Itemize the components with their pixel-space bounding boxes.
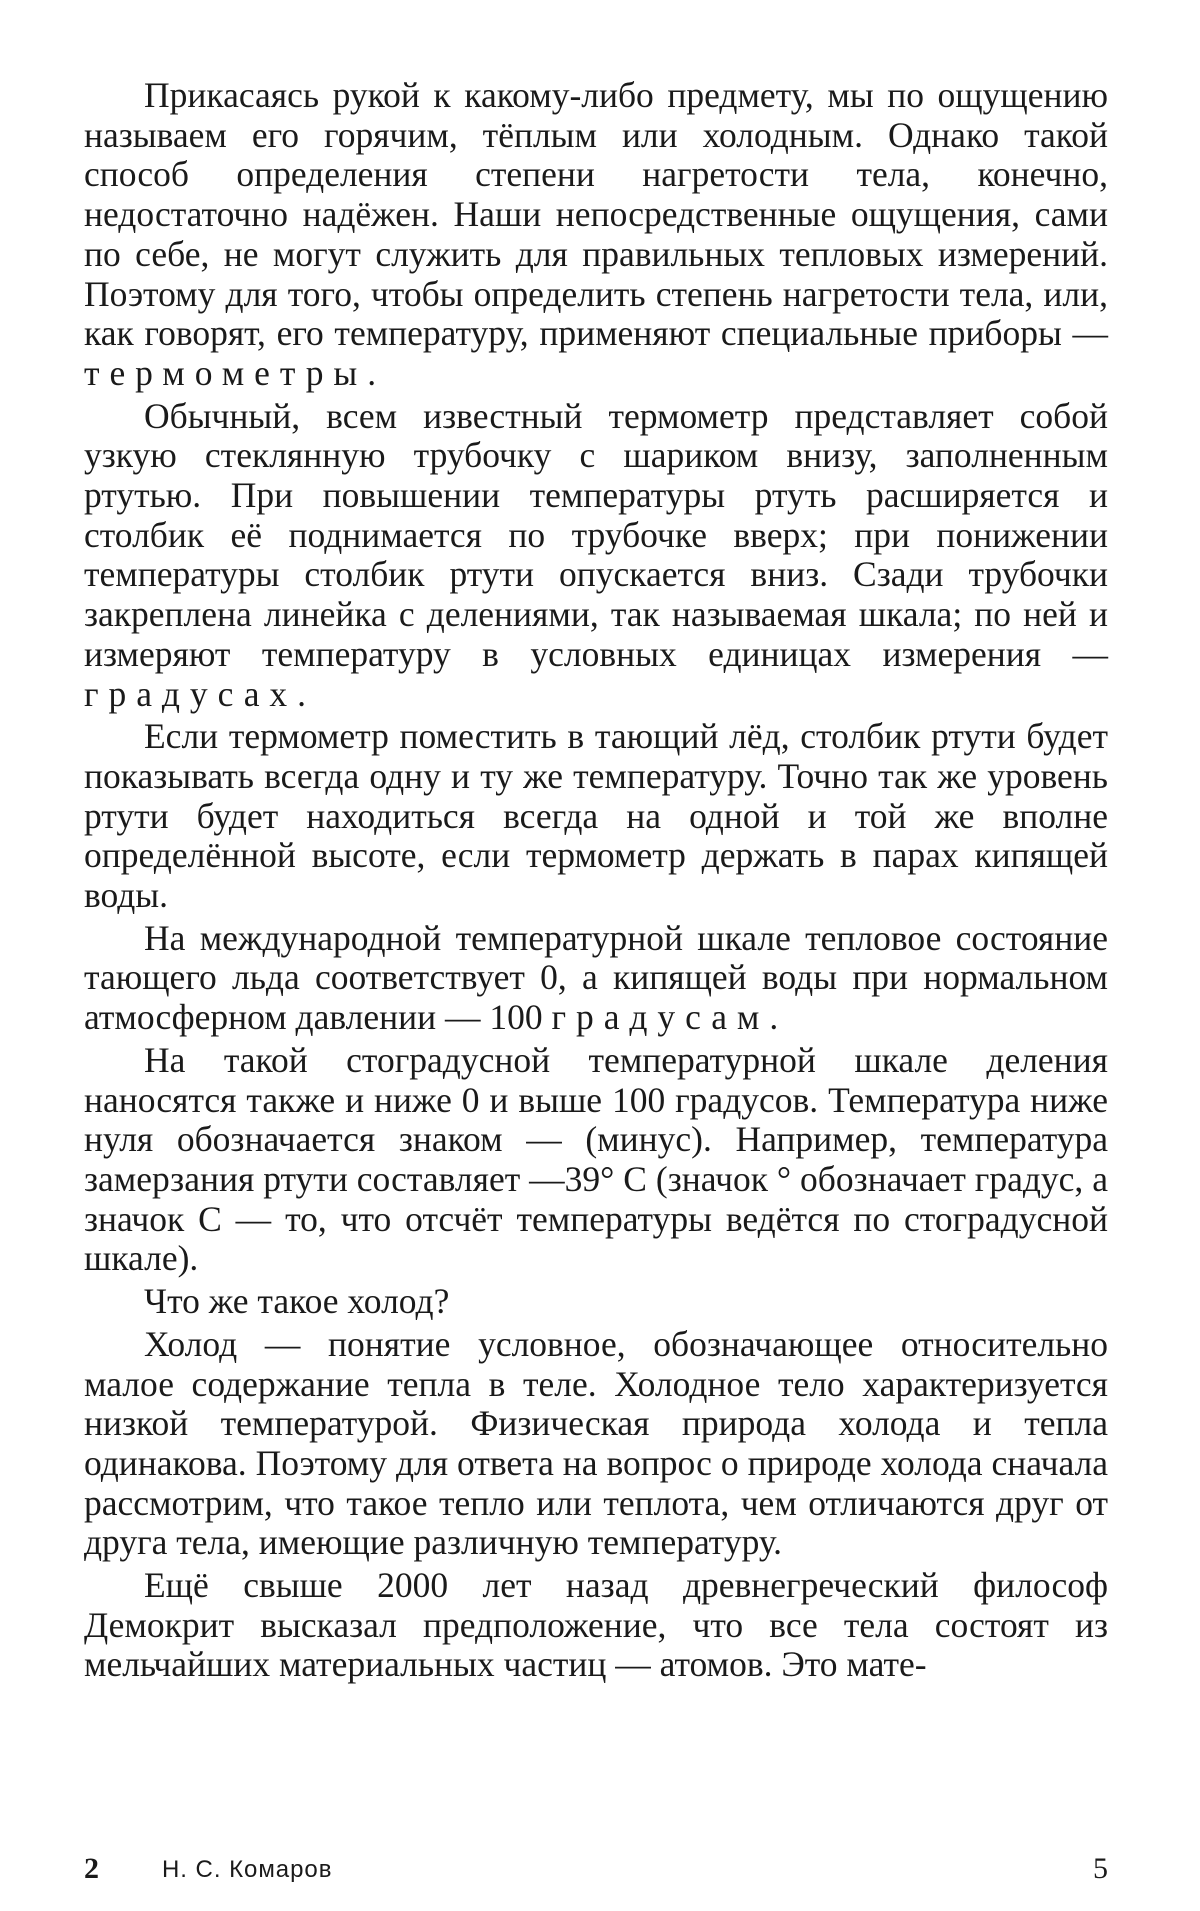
text-run: . (297, 673, 306, 714)
text-run: Прикасаясь рукой к какому-либо предмету, мы по ощущению называем его горячим, тёплым или холодным. Однако такой способ определения степени нагретости тела, конечно, недостаточно надёжен. Наши непосредственные ощущения, сами по себе, не могут служить для правильных тепловых измерений. Поэтому для того, чтобы определить степень нагретости тела, или, как говорят, его температуру, применяют специальные приборы — (84, 75, 1108, 354)
paragraph (84, 1325, 1108, 1563)
text-run: На такой стоградусной температурной шкале деления наносятся также и ниже 0 и выше 100 градусов. Температура ниже нуля обозначается знаком — (минус). Например, температура замерзания ртути составляет —39° С (значок ° обозначает градус, а значок С — то, что отсчёт температуры ведётся по стоградусной шкале). (84, 1039, 1108, 1279)
paragraph (84, 1566, 1108, 1685)
text-run: . (769, 997, 779, 1038)
paragraph (84, 919, 1108, 1038)
text-run: На международной температурной шкале тепловое состояние тающего льда соответствует 0, а кипящей воды при нормальном атмосферном давлении — 100 (84, 917, 1108, 1038)
paragraph (84, 397, 1108, 715)
paragraph (84, 1041, 1108, 1279)
page-number: 5 (1093, 1852, 1108, 1885)
author-name: Н. С. Комаров (162, 1856, 333, 1883)
text-run: Холод — понятие условное, обозначающее относительно малое содержание тепла в теле. Холодное тело характеризуется низкой температурой. Физическая природа холода и тепла одинакова. Поэтому для ответа на вопрос о природе холода сначала рассмотрим, что такое тепло или теплота, чем отличаются друг от друга тела, имеющие различную температуру. (84, 1323, 1108, 1563)
paragraph (84, 1282, 1108, 1322)
body-text (84, 76, 1108, 1685)
text-run: Обычный, всем известный термометр представляет собой узкую стеклянную трубочку с шариком внизу, заполненным ртутью. При повышении температуры ртуть расширяется и столбик её поднимается по трубочке вверх; при понижении температуры столбик ртути опускается вниз. Сзади трубочки закреплена линейка с делениями, так называемая шкала; по ней и измеряют температуру в условных единицах измерения — (84, 395, 1108, 674)
spaced-term: термометры (84, 352, 368, 393)
text-run: Ещё свыше 2000 лет назад древнегреческий философ Демокрит высказал предположение, что все тела состоят из мельчайших материальных частиц — атомов. Это мате- (84, 1565, 1108, 1685)
paragraph (84, 76, 1108, 394)
spaced-term: градусах (84, 673, 298, 714)
text-run: Если термометр поместить в тающий лёд, столбик ртути будет показывать всегда одну и ту же температуру. Точно так же уровень ртути будет находиться всегда на одной и той же вполне определённой высоте, если термометр держать в парах кипящей воды. (84, 716, 1108, 916)
text-run: . (367, 352, 377, 393)
page-footer (84, 1852, 1108, 1892)
paragraph (84, 717, 1108, 916)
printer-signature-mark: 2 (84, 1852, 99, 1885)
spaced-term: градусам (551, 997, 770, 1038)
text-run: Что же такое холод? (144, 1281, 450, 1322)
